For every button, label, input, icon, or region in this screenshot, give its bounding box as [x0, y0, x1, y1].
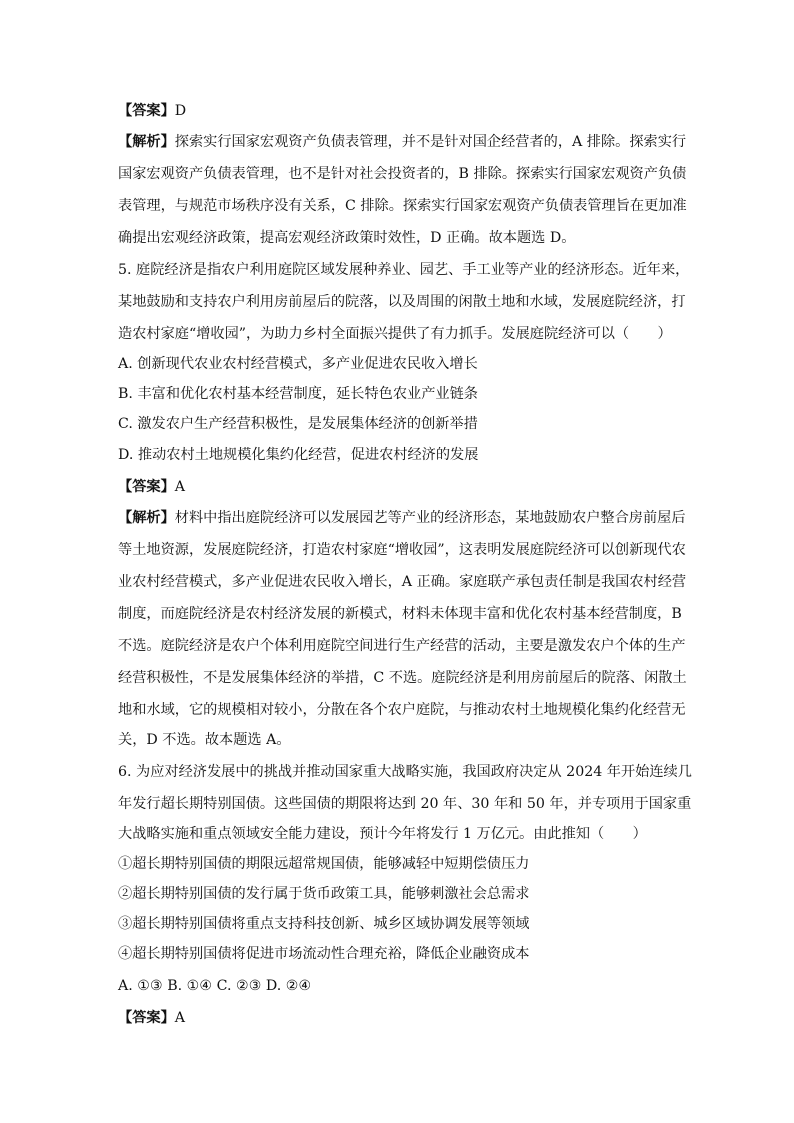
answer-label: 【答案】 [118, 479, 175, 495]
answer-value: A [174, 479, 186, 495]
q6-statement-1: ①超长期特别国债的期限远超常规国债，能够减轻中短期偿债压力 [118, 856, 530, 872]
q6-answer [118, 1008, 684, 1028]
q4-answer [118, 101, 684, 121]
q5-option-c: C. 激发农户生产经营积极性，是发展集体经济的创新举措 [118, 416, 478, 432]
q6-stem-line: 大战略实施和重点领域安全能力建设，预计今年将发行 1 万亿元。由此推知（ ） [118, 826, 647, 842]
q6-statement-3: ③超长期特别国债将重点支持科技创新、城乡区域协调发展等领域 [118, 916, 530, 932]
q6-stem-line: 6. 为应对经济发展中的挑战并推动国家重大战略实施，我国政府决定从 2024 年开始连续几 [118, 764, 692, 780]
answer-value: D [174, 103, 187, 119]
q4-analysis-line: 国家宏观资产负债表管理，也不是针对社会投资者的，B 排除。探索实行国家宏观资产负债 [118, 166, 687, 182]
q4-analysis-line: 表管理，与规范市场秩序没有关系，C 排除。探索实行国家宏观资产负债表管理旨在更加准 [118, 198, 687, 214]
q5-analysis-line: 关，D 不选。故本题选 A。 [118, 732, 291, 748]
answer-value: A [174, 1010, 186, 1026]
answer-label: 【答案】 [118, 1010, 175, 1026]
q5-stem-line: 造农村家庭“增收园”，为助力乡村全面振兴提供了有力抓手。发展庭院经济可以（ ） [118, 326, 672, 342]
q5-option-d: D. 推动农村土地规模化集约化经营，促进农村经济的发展 [118, 447, 479, 463]
q6-statement-4: ④超长期特别国债将促进市场流动性合理充裕，降低企业融资成本 [118, 946, 530, 962]
analysis-label: 【解析】 [118, 134, 175, 150]
analysis-label: 【解析】 [118, 510, 175, 526]
q5-answer [118, 477, 684, 497]
q5-stem-line: 某地鼓励和支持农户利用房前屋后的院落，以及周围的闲散土地和水域，发展庭院经济，打 [118, 294, 686, 310]
answer-label: 【答案】 [118, 103, 175, 119]
q4-analysis-line: 【解析】探索实行国家宏观资产负债表管理，并不是针对国企经营者的，A 排除。探索实行 [118, 134, 687, 150]
q5-option-a: A. 创新现代农业农村经营模式，多产业促进农民收入增长 [118, 356, 478, 372]
q5-stem-line: 5. 庭院经济是指农户利用庭院区域发展种养业、园艺、手工业等产业的经济形态。近年来， [118, 262, 690, 278]
q5-analysis-line: 不选。庭院经济是农户个体利用庭院空间进行生产经营的活动，主要是激发农户个体的生产 [118, 638, 686, 654]
q4-analysis-line: 确提出宏观经济政策，提高宏观经济政策时效性，D 正确。故本题选 D。 [118, 230, 576, 246]
q5-analysis-line: 经营积极性，不是发展集体经济的举措，C 不选。庭院经济是利用房前屋后的院落、闲散土 [118, 670, 687, 686]
q5-analysis-line: 地和水域，它的规模相对较小，分散在各个农户庭院，与推动农村土地规模化集约化经营无 [118, 702, 686, 718]
q6-stem-line: 年发行超长期特别国债。这些国债的期限将达到 20 年、30 年和 50 年，并专项用于国家重 [118, 796, 692, 812]
q5-analysis-line: 制度，而庭院经济是农村经济发展的新模式，材料未体现丰富和优化农村基本经营制度，B [118, 606, 682, 622]
q6-statement-2: ②超长期特别国债的发行属于货币政策工具，能够刺激社会总需求 [118, 886, 530, 902]
q5-analysis-line: 【解析】材料中指出庭院经济可以发展园艺等产业的经济形态，某地鼓励农户整合房前屋后 [118, 510, 686, 526]
q6-choices: A. ①③ B. ①④ C. ②③ D. ②④ [118, 978, 312, 994]
q5-analysis-line: 业农村经营模式，多产业促进农民收入增长，A 正确。家庭联产承包责任制是我国农村经营 [118, 574, 687, 590]
q5-option-b: B. 丰富和优化农村基本经营制度，延长特色农业产业链条 [118, 386, 478, 402]
q5-analysis-line: 等土地资源，发展庭院经济，打造农村家庭“增收园”，这表明发展庭院经济可以创新现代农 [118, 542, 686, 558]
